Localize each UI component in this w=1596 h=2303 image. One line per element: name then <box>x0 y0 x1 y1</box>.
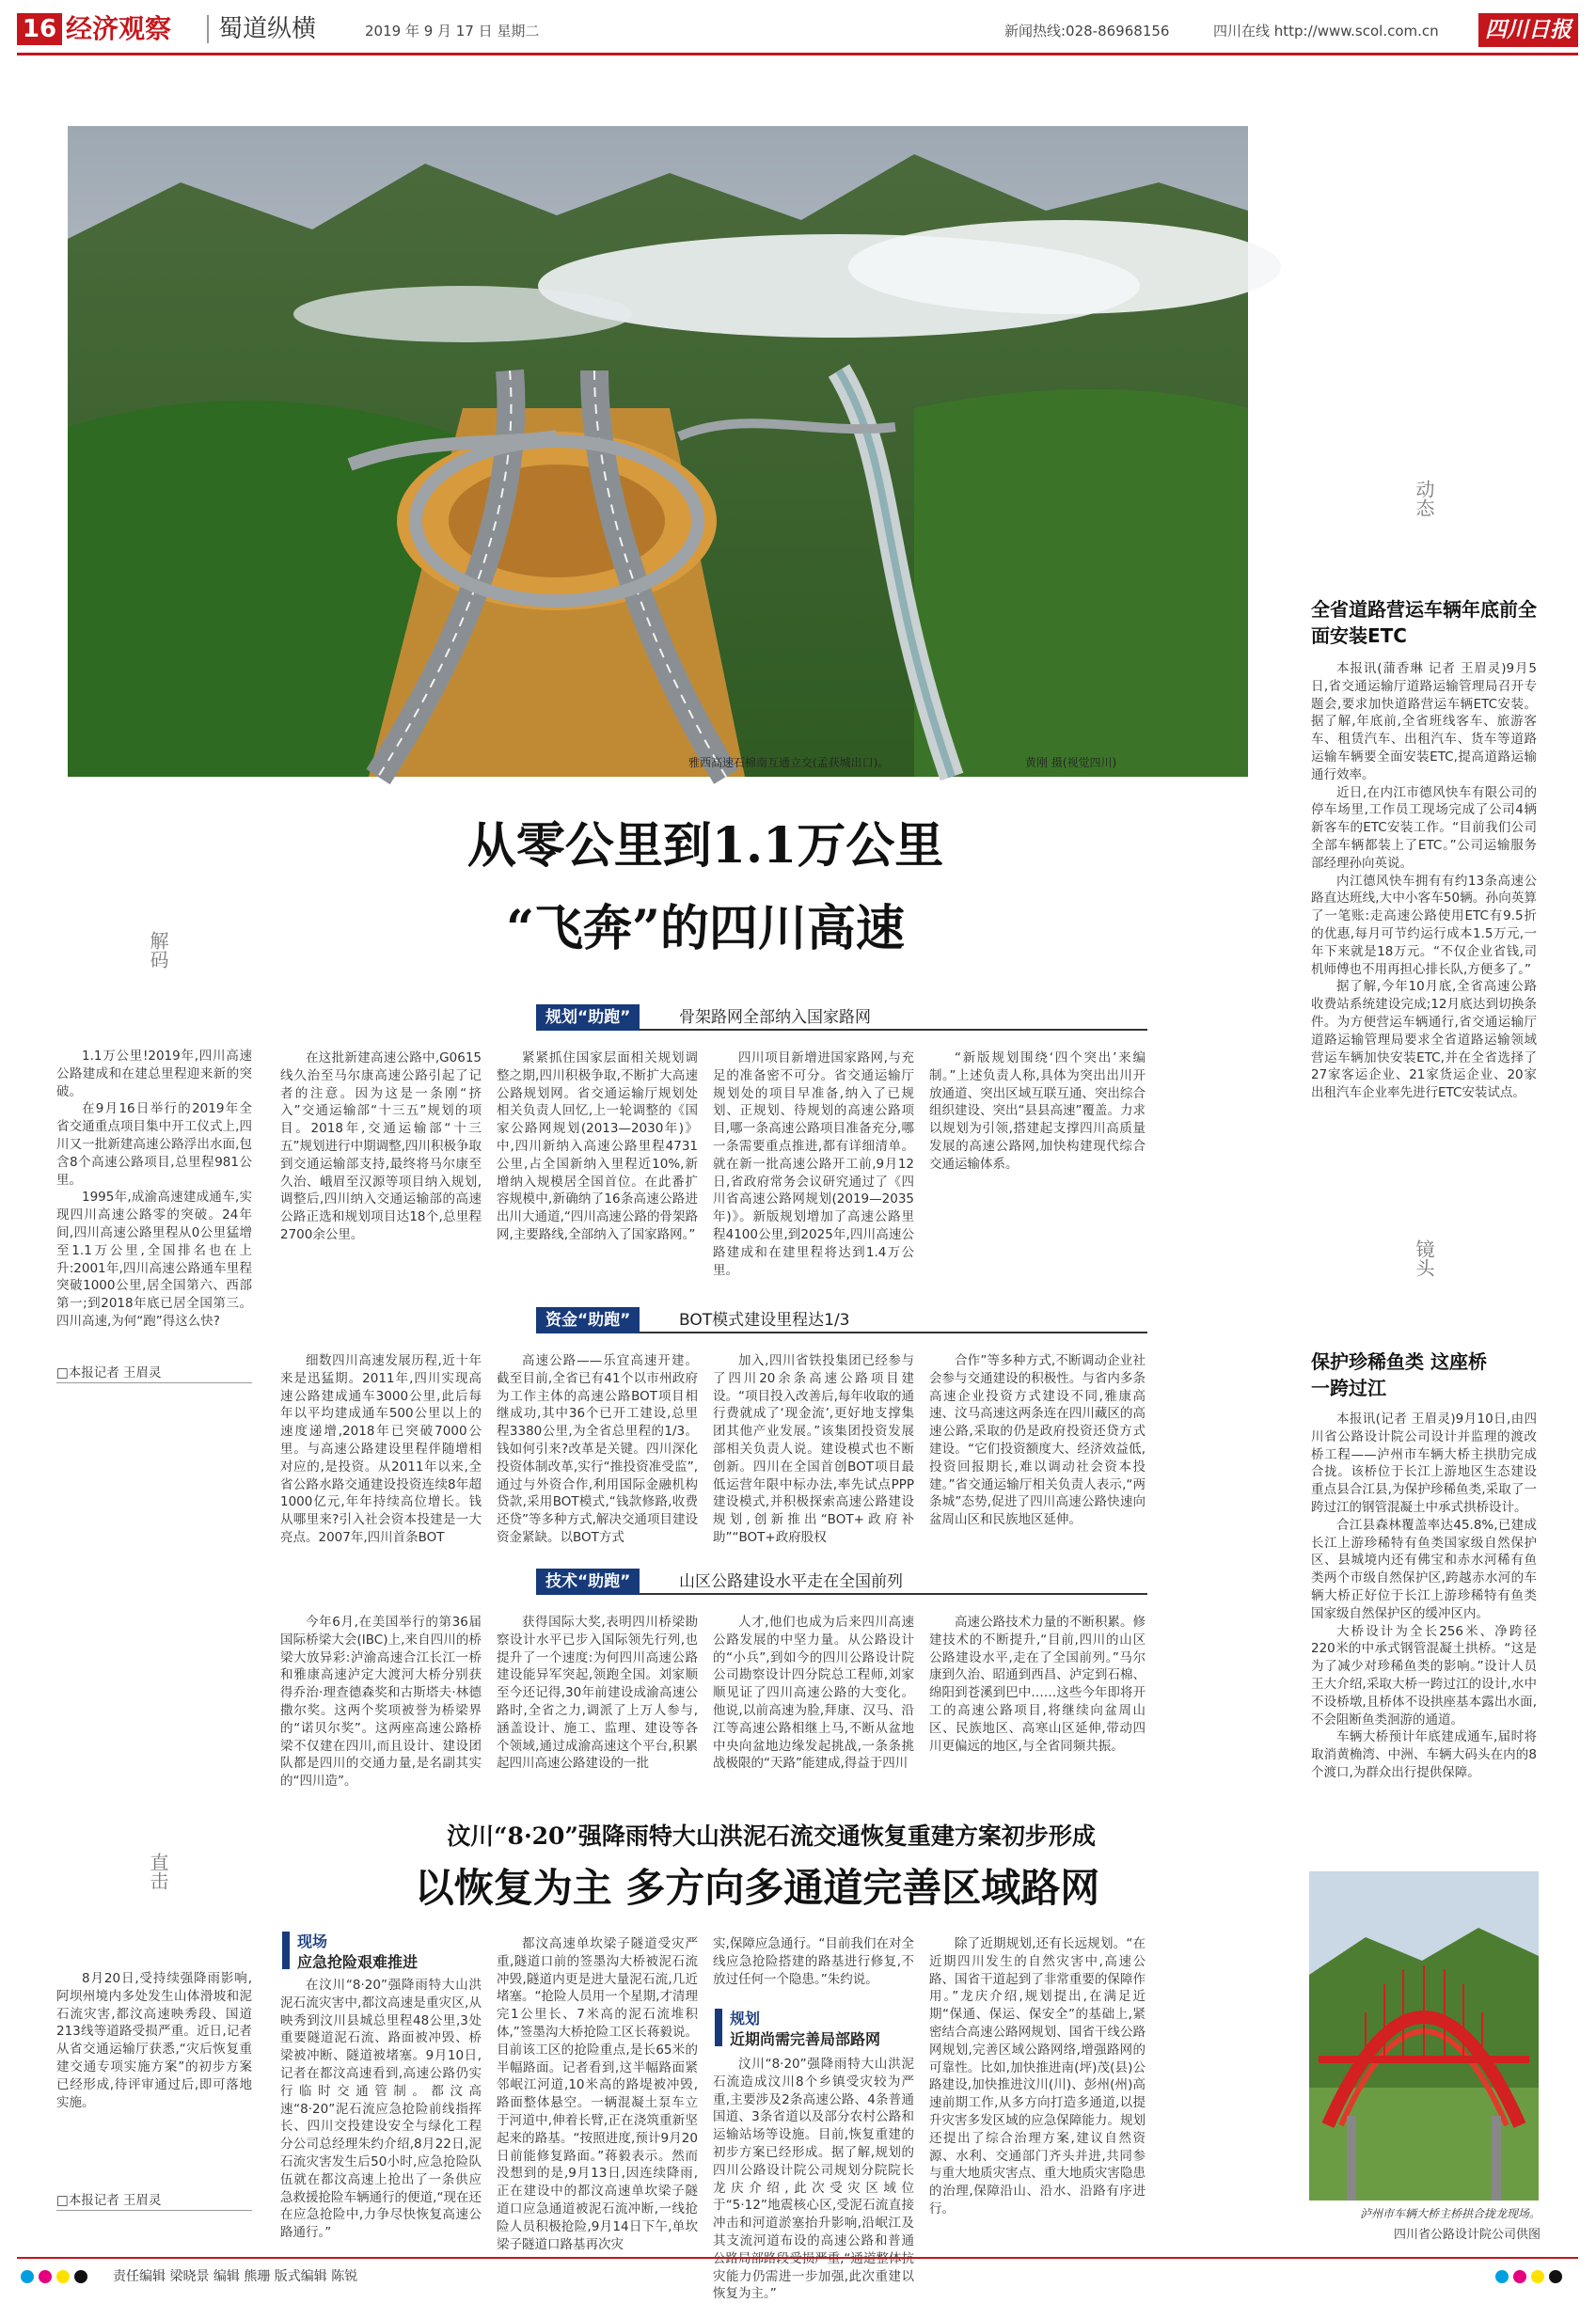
section-guihua-col2: 紧紧抓住国家层面相关规划调整之期,四川积极争取,不断扩大高速公路规划网。省交通运输厅规划处相关负责人回忆,上一轮调整的《国家公路网规划(2013—2030年)》中,四川新纳入高速公路里程4731公里,占全国新纳入里程近10%,新增纳入规模居全国首位。在此番扩容规模中,新确纳了16条高速公路进出川大通道,“四川高速公路的骨架路网,主要路线,全部纳入了国家路网。” <box>497 1050 698 1242</box>
xianchang-tag-text: 现场 <box>297 1932 328 1950</box>
magenta-dot <box>39 2270 52 2283</box>
hotline: 新闻热线:028-86968156 <box>1004 23 1170 39</box>
page-number: 16 <box>17 13 62 45</box>
section-guihua-col4: “新版规划围绕‘四个突出’来编制。”上述负责人称,具体为突出出川开放通道、突出区域互联互通、突出综合组织建设、突出“县县高速”覆盖。力求以规划为引领,搭建起支撑四川高质量发展的高速公路网,加快构建现代综合交通运输体系。 <box>929 1050 1146 1172</box>
xianchang-col2: 都汶高速单坎梁子隧道受灾严重,隧道口前的签墨沟大桥被泥石流冲毁,隧道内更是进大量泥石流,几近堵塞。“抢险人员用一个星期,才清理完1公里长、7米高的泥石流堆积体,”签墨沟大桥抢险工区长蒋毅说。目前该工区的抢险重点,是长65米的半幅路面。记者看到,这半幅路面紧邻岷江河道,10米高的路堤被冲毁,路面整体悬空。一辆混凝土泵车立于河道中,伸着长臂,正在浇筑重新坚起来的路基。“按照进度,预计9月20日前能修复路面。”蒋毅表示。然而没想到的是,9月13日,因连续降雨,正在建设中的都汶高速单坎梁子隧道口应急通道被泥石流冲断,一线抢险人员积极抢险,9月14日下午,单坎梁子隧道口路基再次灾 <box>497 1936 698 2252</box>
newspaper-logo: 四川日报 <box>1478 13 1578 47</box>
masthead <box>0 0 1596 58</box>
zhiji-text: 8月20日,受持续强降雨影响,阿坝州境内多处发生山体滑坡和泥石流灾害,都汶高速映秀段、国道213线等道路受损严重。近日,记者从省交通运输厅获悉,“灾后恢复重建交通专项实施方案”的初步方案已经形成,待评审通过后,即可落地实施。 <box>56 1971 252 2110</box>
section-name: 经济观察 <box>66 13 172 44</box>
dongtai-title: 全省道路营运车辆年底前全面安装ETC <box>1311 598 1537 647</box>
section-zijin-col2: 高速公路——乐宜高速开建。截至目前,全省已有41个以市州政府为工作主体的高速公路BOT项目相继成功,其中36个已开工建设,总里程3380公里,为全省总里程的1/3。钱如何引来?改革是关键。四川深化投资体制改革,实行“推投资准受监”,通过与外资合作,利用国际金融机构贷款,采用BOT模式,“钱款修路,收费还贷”等多种方式,解决交通项目建设资金紧缺。以BOT方式 <box>497 1353 698 1545</box>
main-photo <box>68 126 1248 777</box>
photo-credit: 黄刚 摄(视觉四川) <box>1025 756 1117 769</box>
guihua-subtitle: 近期尚需完善局部路网 <box>730 2030 881 2048</box>
zhiji-label: 直击 <box>147 1853 169 1890</box>
section-jishu-col1: 今年6月,在美国举行的第36届国际桥梁大会(IBC)上,来自四川的桥梁大放异彩:泸渝高速合江长江一桥和雅康高速泸定大渡河大桥分别获得乔治·理查德森奖和古斯塔夫·林德撒尔奖。这两个奖项被誉为桥梁界的“诺贝尔奖”。这两座高速公路桥梁不仅建在四川,而且设计、建设团队都是四川的交通力量,是名副其实的“四川造”。 <box>280 1615 482 1790</box>
footer-marks-right <box>1495 2266 1567 2284</box>
guihua-col0: 实,保障应急通行。“目前我们在对全线应急抢险搭建的路基进行修复,不放过任何一个隐患。”朱约说。 <box>713 1936 914 1987</box>
dongtai-text: 本报讯(蒲香琳 记者 王眉灵)9月5日,省交通运输厅道路运输管理局召开专题会,要求加快道路营运车辆ETC安装。据了解,年底前,全省班线客车、旅游客车、租赁汽车、出租汽车、货车等道路运输车辆要全面安装ETC,提高道路运输通行效率。 近日,在内江市德风快车有限公司的停车场里,工作员工现场完成了公司4辆新客车的ETC安装工作。“目前我们公司全部车辆都装上了ETC。”公司运输服务部经理孙向英说。 内江德风快车拥有有约13条高速公路直达班线,大中小客车50辆。孙向英算了一笔账:走高速公路使用ETC有9.5折的优惠,每月可节约运行成本1.5万元,一年下来就是18万元。“不仅企业省钱,司机师傅也不用再担心排长队,方便多了。” 据了解,今年10月底,全省高速公路收费站系统建设完成;12月底达到切换条件。为方便营运车辆通行,省交通运输厅道路运输管理局要求全省道路运输领域营运车辆加快安装ETC,并在全省选择了27家客运企业、21家货运企业、20家出租汽车企业率先进行ETC安装试点。 <box>1311 661 1537 1101</box>
section-zijin-col3: 加入,四川省铁投集团已经参与了四川20余条高速公路项目建设。“项目投入改善后,每年收取的通行费就成了‘现金流’,更好地支撑集团其他产业发展。”该集团投资发展部相关负责人说。建设模式也不断创新。四川在全国首创BOT项目最低运营年限中标办法,率先试点PPP建设模式,并积极探索高速公路建设规划,创新推出“BOT+政府补助”“BOT+政府股权 <box>713 1353 914 1545</box>
jiedu-label: 解码 <box>147 931 169 969</box>
jiedu-text: 1.1万公里!2019年,四川高速公路建成和在建总里程迎来新的突破。 在9月16日举行的2019年全省交通重点项目集中开工仪式上,四川又一批新建高速公路浮出水面,包含8个高速公路项目,总里程981公里。 1995年,成渝高速建成通车,实现四川高速公路零的突破。24年间,四川高速公路里程从0公里猛增至1.1万公里,全国排名也在上升:2001年,四川高速公路通车里程突破1000公里,居全国第六、西部第一;到2018年底已居全国第三。四川高速,为何“跑”得这么快? <box>56 1049 252 1329</box>
section-guihua-col3: 四川项目新增进国家路网,与充足的准备密不可分。省交通运输厅规划处的项目早准备,纳入了已规划、正规划、待规划的高速公路项目,哪一条高速公路项目准备充分,哪一条需要重点推进,都有详细清单。就在新一批高速公路开工前,9月12日,省政府常务会议研究通过了《四川省高速公路网规划(2019—2035年)》。新版规划增加了高速公路里程4100公里,到2025年,四川高速公路建成和在建里程将达到1.4万公里。 <box>713 1050 914 1278</box>
guihua-tag <box>715 2009 722 2046</box>
dongtai-label: 动态 <box>1413 480 1435 517</box>
highway-aerial-image <box>68 126 1248 777</box>
headline-line1: 从零公里到1.1万公里 <box>466 817 944 875</box>
guihua-col1: 汶川“8·20”强降雨特大山洪泥石流造成汶川8个乡镇受灾较为严重,主要涉及2条高速公路、4条普通国道、3条省道以及部分农村公路和运输站场等设施。目前,恢复重建的初步方案已经形成。据了解,规划的四川公路设计院公司规划分院院长龙庆介绍,此次受灾区域位于“5·12”地震核心区,受泥石流直接冲击和河道淤塞抬升影响,沿岷江及其支流河道布设的高速公路和普通 灾能力仍需进一步加强,此次重建以恢复为主。” <box>713 2057 914 2302</box>
xianchang-subtitle: 应急抢险艰难推进 <box>297 1953 419 1971</box>
section-jishu-col3: 人才,他们也成为后来四川高速公路发展的中坚力量。从公路设计的“小兵”,到如今的四川公路设计院公司勘察设计四分院总工程师,刘家顺见证了四川高速公路的大变化。他说,以前高速为脸,拜康、汉马、沿江等高速公路相继上马,不断从盆地中央向盆地边缘发起挑战,一条条挑战极限的“天路”能建成,得益于四川 <box>713 1615 914 1772</box>
color-registration-marks <box>21 2266 92 2284</box>
bridge-photo-caption: 泸州市车辆大桥主桥拱合拢龙现场。 <box>1359 2207 1541 2220</box>
section-guihua-col1: 在这批新建高速公路中,G0615线久治至马尔康高速公路引起了记者的注意。因为这是一条刚“挤入”交通运输部“十三五”规划的项目。2018年,交通运输部“十三五”规划进行中期调整,四川积极争取到交通运输部支持,最终将马尔康至久治、峨眉至汉源等项目纳入规划,调整后,四川纳入交通运输部的高速公路正选和规划项目达18个,总里程2700余公里。 <box>280 1050 482 1242</box>
photo-caption: 雅西高速石棉南互通立交(孟获城出口)。 <box>688 756 890 769</box>
section-zijin-col1: 细数四川高速发展历程,近十年来是迅猛期。2011年,四川实现高速公路建成通车3000公里,此后每年以平均建成通车500公里以上的速度递增,2018年已突破7000公里。与高速公路建设里程伴随增相对应的,是投资。从2011年以来,全省公路水路交通建设投资连续8年超1000亿元,年年持续高位增长。钱从哪里来?引入社会资本投建是一大亮点。2007年,四川首条BOT <box>280 1353 482 1545</box>
jingtou-title: 保护珍稀鱼类 这座桥一跨过江 <box>1311 1350 1487 1399</box>
black-dot <box>1549 2270 1562 2283</box>
section-zijin-col4: 合作”等多种方式,不断调动企业社会参与交通建设的积极性。与省内多条高速企业投资方式建设不同,雅康高速、汶马高速这两条连在四川藏区的高速公路,采取的仍是政府投资还贷方式建设。“它们投资额度大、经济效益低,投资回报期长,难以调动社会资本投建。”省交通运输厅相关负责人表示,“两条城”态势,促进了四川高速公路快速向盆周山区和民族地区延伸。 <box>929 1353 1146 1528</box>
cyan-dot <box>1495 2270 1509 2283</box>
jingtou-label: 镜头 <box>1413 1239 1435 1277</box>
yellow-dot <box>56 2270 70 2283</box>
headline-line2: “飞奔”的四川高速 <box>506 900 905 957</box>
column-name: 蜀道纵横 <box>218 15 317 43</box>
guihua-col2: 除了近期规划,还有长远规划。“在近期四川发生的自然灾害中,高速公路、国省干道起到了非常重要的保障作用。”龙庆介绍,规划提出,在满足近期“保通、保运、保安全”的基础上,紧密结合高速公路网规划、国省干线公路网规划,完善区域公路网络,增强路网的可靠性。比如,加快推进南(坪)茂(县)公路建设,加快推进汶川(川)、彭州(州)高速前期工作,从多方向打造多通道,以提升灾害多发区域的应急保障能力。规划还提出了综合治理方案,建议自然资源、水利、交通部门齐头并进,共同参与重大地质灾害点、重大地质灾害隐患的治理,保障沿山、沿水、沿路有序进行。 <box>929 1936 1146 2216</box>
magenta-dot <box>1513 2270 1526 2283</box>
footer-editors: 责任编辑 梁晓景 编辑 熊珊 版式编辑 陈锐 <box>113 2269 358 2284</box>
guihua-tag-text: 规划 <box>730 2010 761 2027</box>
section-zijin-header: 资金“助跑” BOT模式建设里程达1/3 <box>536 1307 1147 1333</box>
xianchang-col1: 在汶川“8·20”强降雨特大山洪泥石流灾害中,都汶高速是重灾区,从映秀到汶川县城总里程48公里,3处重要隧道泥石流、路面被冲毁、桥梁被冲断、隧道被堵塞。9月10日,记者在都汶高速看到,高速公路仍实行临时交通管制。都汶高速“8·20”泥石流应急抢险前线指挥长、四川交投建设安全与绿化工程分公司总经理朱约介绍,8月22日,泥石流灾害发生后50小时,应急抢险队伍就在都汶高速上抢出了一条供应急救援抢险车辆通行的便道,“现在还在应急抢险中,力争尽快恢复高速公路通行。” <box>280 1978 482 2241</box>
zhiji-byline: □本报记者 王眉灵 <box>56 2193 162 2208</box>
website: 四川在线 http://www.scol.com.cn <box>1213 23 1439 39</box>
bridge-photo-credit: 四川省公路设计院公司供图 <box>1393 2228 1541 2242</box>
footer <box>0 2257 1596 2292</box>
second-headline: 以恢复为主 多方向多通道完善区域路网 <box>414 1865 1100 1911</box>
jingtou-text: 本报讯(记者 王眉灵)9月10日,由四川省公路设计院公司设计并监理的渡改桥工程——泸州市车辆大桥主拱肋完成合拢。该桥位于长江上游地区生态建设重点县合江县,为保护珍稀鱼类,采取了一跨过江的钢管混凝土中承式拱桥设计。 合江县森林覆盖率达45.8%,已建成长江上游珍稀特有鱼类国家级自然保护区、县城境内还有佛宝和赤水河稀有鱼类两个市级自然保护区,跨越赤水河的车辆大桥正好位于长江上游珍稀特有鱼类国家级自然保护区的缓冲区内。 大桥设计为全长256米、净跨径220米的中承式钢管混凝土拱桥。“这是为了减少对珍稀鱼类的影响。”设计人员王大介绍,采取大桥一跨过江的设计,水中不设桥墩,且桥体不设拱座基本露出水面,不会阻断鱼类洄游的通道。 车辆大桥预计年底建成通车,届时将取消黄桷湾、中洲、车辆大码头在内的8个渡口,为群众出行提供保障。 <box>1311 1412 1537 1780</box>
xianchang-tag <box>282 1932 290 1969</box>
bridge-photo <box>1309 1871 1539 2200</box>
section-jishu-col2: 获得国际大奖,表明四川桥梁勘察设计水平已步入国际领先行列,也提升了一个速度:为何四川高速公路建设能异军突起,领跑全国。刘家顺至今还记得,30年前建设成渝高速公路时,全省之力,调派了上万人参与,涵盖设计、施工、监理、建设等各个领域,通过成渝高速这个平台,积累起四川高速公路建设的一批 <box>497 1615 698 1772</box>
yellow-dot <box>1531 2270 1544 2283</box>
section-jishu-header: 技术“助跑” 山区公路建设水平走在全国前列 <box>536 1569 1147 1595</box>
black-dot <box>74 2270 87 2283</box>
second-kicker: 汶川“8·20”强降雨特大山洪泥石流交通恢复重建方案初步形成 <box>447 1822 1096 1850</box>
issue-date: 2019 年 9 月 17 日 星期二 <box>365 23 540 39</box>
cyan-dot <box>21 2270 34 2283</box>
section-jishu-col4: 高速公路技术力量的不断积累。修建技术的不断提升,“目前,四川的山区公路建设水平,走在了全国前列。”马尔康到久治、昭通到西昌、泸定到石棉、绵阳到苍溪到巴中……这些今年即将开工的高速公路项目,将继续向盆周山区、民族地区、高寒山区延伸,带动四川更偏远的地区,与全省同频共振。 <box>929 1615 1146 1754</box>
red-arch-bridge-image <box>1309 1871 1539 2200</box>
jiedu-byline: □本报记者 王眉灵 <box>56 1365 162 1380</box>
section-guihua-header: 规划“助跑” 骨架路网全部纳入国家路网 <box>536 1004 1147 1031</box>
